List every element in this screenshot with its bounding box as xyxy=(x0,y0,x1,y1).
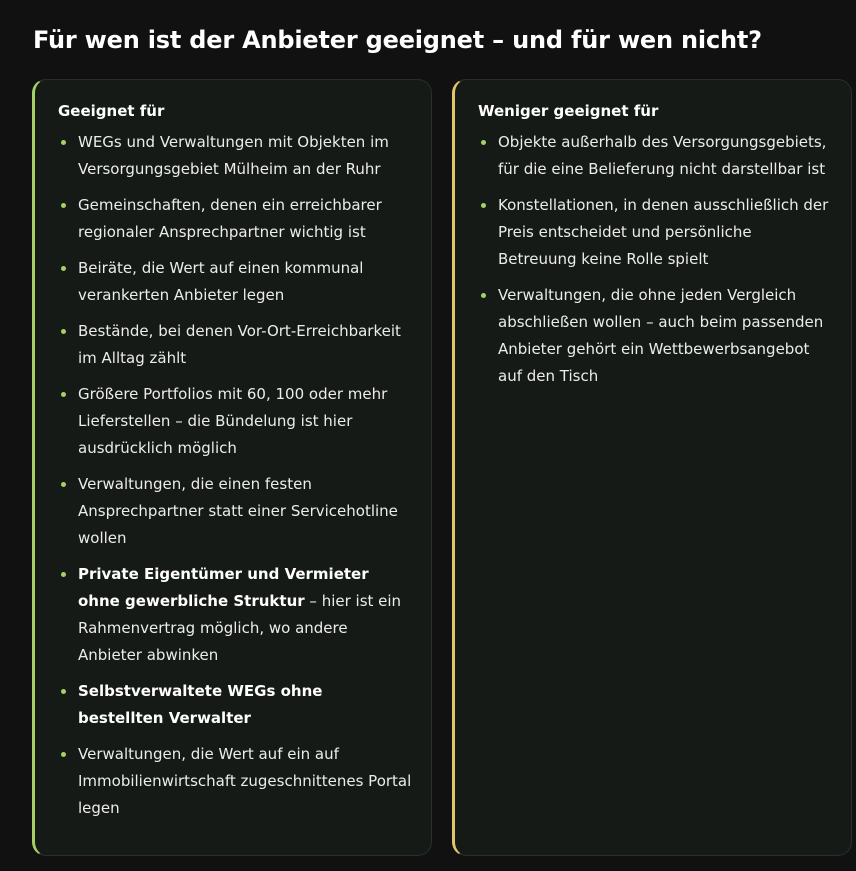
list-item-text: Verwaltungen, die einen festen Ansprechpartner statt einer Servicehotline wollen xyxy=(78,475,398,547)
list-item-text: Objekte außerhalb des Versorgungsgebiets, für die eine Belieferung nicht darstellbar ist xyxy=(498,133,827,178)
list-item xyxy=(58,129,413,183)
list-item xyxy=(478,192,833,273)
list-item xyxy=(58,561,413,669)
less-suitable-card-title: Weniger geeignet für xyxy=(478,102,659,120)
list-item-text: Beiräte, die Wert auf einen kommunal verankerten Anbieter legen xyxy=(78,259,364,304)
list-item xyxy=(58,381,413,462)
bullet-icon xyxy=(481,293,486,298)
less-suitable-card xyxy=(452,79,852,856)
bullet-icon xyxy=(61,392,66,397)
bullet-icon xyxy=(61,140,66,145)
list-item xyxy=(58,471,413,552)
list-item xyxy=(58,741,413,822)
bullet-icon xyxy=(61,689,66,694)
suitable-card-title: Geeignet für xyxy=(58,102,165,120)
list-item xyxy=(58,255,413,309)
bullet-icon xyxy=(61,203,66,208)
list-item xyxy=(58,192,413,246)
bullet-icon xyxy=(481,203,486,208)
list-item-bold-text: Selbstverwaltete WEGs ohne bestellten Verwalter xyxy=(78,682,323,727)
list-item-text: WEGs und Verwaltungen mit Objekten im Versorgungsgebiet Mülheim an der Ruhr xyxy=(78,133,389,178)
section-heading: Für wen ist der Anbieter geeignet – und für wen nicht? xyxy=(33,26,762,54)
list-item-bold-text: Private Eigentümer und Vermieter ohne gewerbliche Struktur xyxy=(78,565,369,610)
list-item xyxy=(58,318,413,372)
bullet-icon xyxy=(481,140,486,145)
bullet-icon xyxy=(61,266,66,271)
suitable-list xyxy=(58,129,413,822)
list-item-text: Bestände, bei denen Vor-Ort-Erreichbarkeit im Alltag zählt xyxy=(78,322,401,367)
suitable-card xyxy=(32,79,432,856)
list-item-text: Verwaltungen, die Wert auf ein auf Immobilienwirtschaft zugeschnittenes Portal legen xyxy=(78,745,412,817)
bullet-icon xyxy=(61,572,66,577)
list-item-text: Größere Portfolios mit 60, 100 oder mehr Lieferstellen – die Bündelung ist hier ausdrücklich möglich xyxy=(78,385,388,457)
list-item-text: Gemeinschaften, denen ein erreichbarer regionaler Ansprechpartner wichtig ist xyxy=(78,196,382,241)
less-suitable-list xyxy=(478,129,833,390)
list-item-text: – hier ist ein Rahmenvertrag möglich, wo andere Anbieter abwinken xyxy=(78,592,402,664)
list-item-text: Verwaltungen, die ohne jeden Vergleich abschließen wollen – auch beim passenden Anbieter gehört ein Wettbewerbsangebot auf den Tisch xyxy=(498,286,824,385)
bullet-icon xyxy=(61,752,66,757)
list-item xyxy=(58,678,413,732)
bullet-icon xyxy=(61,329,66,334)
list-item xyxy=(478,129,833,183)
bullet-icon xyxy=(61,482,66,487)
list-item-text: Konstellationen, in denen ausschließlich der Preis entscheidet und persönliche Betreuung keine Rolle spielt xyxy=(498,196,829,268)
list-item xyxy=(478,282,833,390)
